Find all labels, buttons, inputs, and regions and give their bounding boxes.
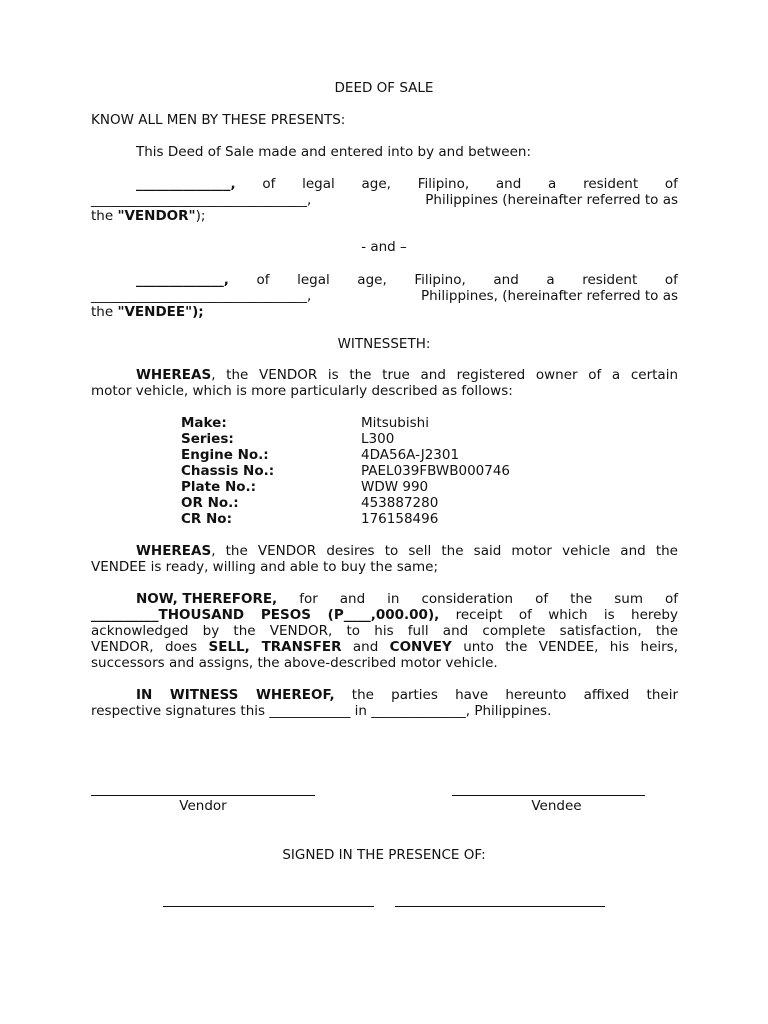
vendor-signature-label: Vendor <box>179 798 227 814</box>
witnesseth-heading: WITNESSETH: <box>337 336 431 352</box>
vendee-line-3 <box>91 304 204 320</box>
spec-label: Series: <box>181 431 234 447</box>
word: of <box>535 591 549 607</box>
spec-label: Engine No.: <box>181 447 269 463</box>
vendee-line-2-text: Philippines, (hereinafter referred to as <box>420 288 678 304</box>
vendor-signature-line <box>91 795 315 796</box>
word: in <box>387 591 400 607</box>
word: legal <box>297 272 330 288</box>
spec-value: 453887280 <box>361 495 439 511</box>
vendee-address-blank: ________________________________, <box>91 288 312 304</box>
witness-line-2: respective signatures this ____________ in ______________, Philippines. <box>91 703 552 719</box>
witness-signature-line-1 <box>163 906 374 907</box>
vendor-line-2 <box>91 192 678 208</box>
vendee-name-blank: _____________, <box>136 272 229 288</box>
now-text: receipt of which is hereby <box>439 607 678 623</box>
word: age, <box>357 272 387 288</box>
word: of <box>664 176 678 192</box>
vendee-line-2 <box>91 288 678 304</box>
word: of <box>664 591 678 607</box>
word: the <box>570 591 593 607</box>
word: consideration <box>421 591 514 607</box>
word: resident <box>582 272 638 288</box>
word: the <box>91 208 114 224</box>
word: age, <box>361 176 391 192</box>
intro-line: KNOW ALL MEN BY THESE PRESENTS: <box>91 112 346 128</box>
spec-label: Make: <box>181 415 227 431</box>
whereas-lead: WHEREAS <box>136 543 212 559</box>
document-title: DEED OF SALE <box>334 80 434 96</box>
now-text: VENDOR, does <box>91 639 209 655</box>
amount-blank: __________THOUSAND PESOS (P____,000.00), <box>91 607 440 623</box>
word: sum <box>614 591 643 607</box>
witness-signature-line-2 <box>395 906 605 907</box>
word: and <box>339 591 366 607</box>
now-lead: NOW, THEREFORE, <box>136 591 278 607</box>
now-text: and <box>341 639 390 655</box>
now-line-4 <box>91 639 678 655</box>
spec-value: L300 <box>361 431 395 447</box>
and-separator: - and – <box>361 239 407 255</box>
now-line-5: successors and assigns, the above-described motor vehicle. <box>91 655 498 671</box>
spec-label: CR No: <box>181 511 232 527</box>
witness-text: the parties have hereunto affixed their <box>334 687 678 703</box>
now-line-2 <box>91 607 678 623</box>
now-bold: SELL, TRANSFER <box>208 639 342 655</box>
witness-line-1 <box>136 687 678 703</box>
vendee-line-1 <box>136 272 678 288</box>
vendee-signature-label: Vendee <box>531 798 582 814</box>
whereas1-line-1 <box>136 367 678 383</box>
now-line-1 <box>136 591 678 607</box>
word: of <box>664 272 678 288</box>
word: of <box>262 176 276 192</box>
word: a <box>548 176 557 192</box>
vendor-name-blank: ______________, <box>136 176 236 192</box>
word: and <box>493 272 519 288</box>
vendor-role: "VENDOR" <box>117 208 196 224</box>
word: legal <box>302 176 335 192</box>
word: a <box>546 272 555 288</box>
whereas-text: , the VENDOR is the true and registered owner of a certain <box>211 367 678 383</box>
word: Filipino, <box>414 272 466 288</box>
word: for <box>299 591 318 607</box>
now-line-3: acknowledged by the VENDOR, to his full and complete satisfaction, the <box>91 623 678 639</box>
whereas2-line-2: VENDEE is ready, willing and able to buy the same; <box>91 559 439 575</box>
vendor-line-3 <box>91 208 205 224</box>
vendor-line-2-text: Philippines (hereinafter referred to as <box>425 192 678 208</box>
opening-line: This Deed of Sale made and entered into by and between: <box>136 144 532 160</box>
whereas2-line-1 <box>136 543 678 559</box>
spec-value: 4DA56A-J2301 <box>361 447 460 463</box>
word: and <box>495 176 522 192</box>
spec-label: Chassis No.: <box>181 463 275 479</box>
now-bold: CONVEY <box>389 639 452 655</box>
whereas1-line-2: motor vehicle, which is more particularly described as follows: <box>91 383 513 399</box>
spec-label: OR No.: <box>181 495 239 511</box>
now-text: unto the VENDEE, his heirs, <box>451 639 679 655</box>
vendor-address-blank: ________________________________, <box>91 192 312 208</box>
spec-value: 176158496 <box>361 511 439 527</box>
spec-value: Mitsubishi <box>361 415 429 431</box>
vendor-line-1 <box>136 176 678 192</box>
spec-value: WDW 990 <box>361 479 429 495</box>
whereas-lead: WHEREAS <box>136 367 212 383</box>
presence-heading: SIGNED IN THE PRESENCE OF: <box>282 847 486 863</box>
word: resident <box>583 176 639 192</box>
spec-value: PAEL039FBWB000746 <box>361 463 511 479</box>
punct: ); <box>195 208 206 224</box>
vendee-role: "VENDEE"); <box>117 304 204 320</box>
witness-lead: IN WITNESS WHEREOF, <box>136 687 335 703</box>
word: the <box>91 304 114 320</box>
spec-label: Plate No.: <box>181 479 257 495</box>
word: Filipino, <box>417 176 470 192</box>
word: of <box>256 272 270 288</box>
whereas-text: , the VENDOR desires to sell the said motor vehicle and the <box>211 543 678 559</box>
vendee-signature-line <box>452 795 645 796</box>
